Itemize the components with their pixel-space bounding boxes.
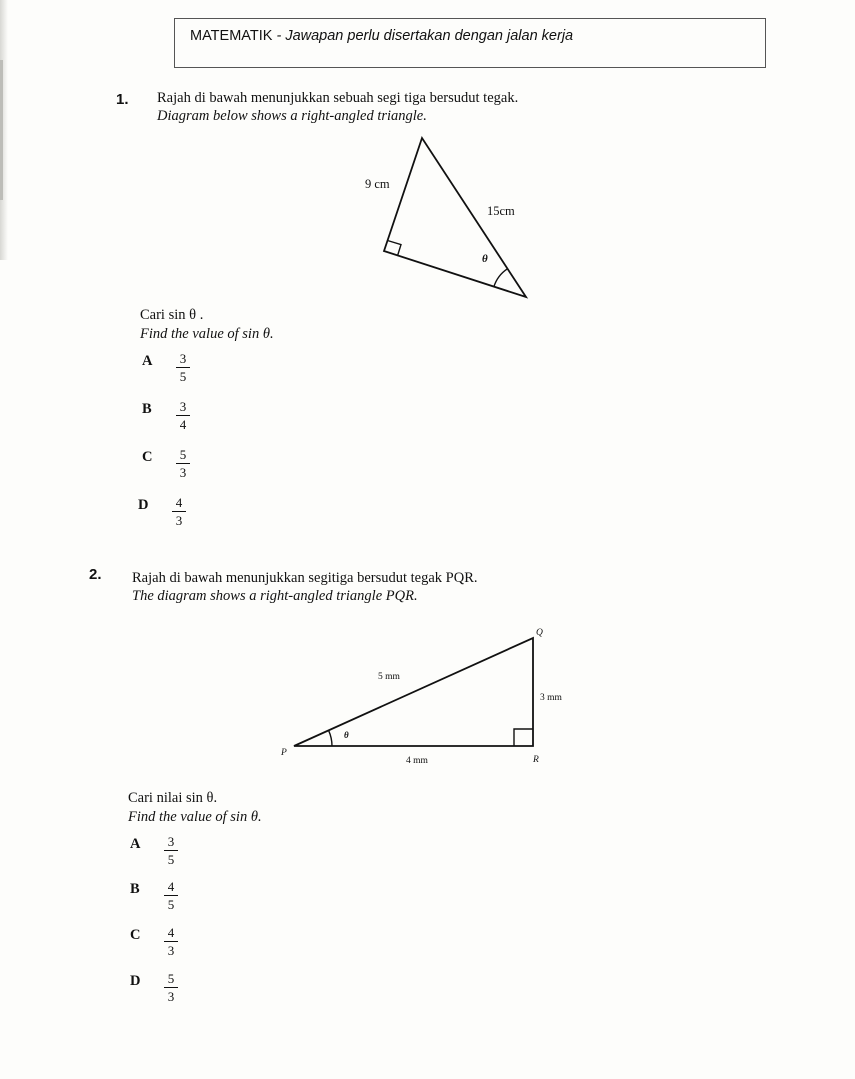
- question-1-prompt-en: Find the value of sin θ.: [140, 326, 274, 342]
- q2-label-vertical: 3 mm: [540, 693, 562, 703]
- question-1-number: 1.: [116, 91, 129, 108]
- option-letter: C: [142, 449, 153, 465]
- question-2-text-en: The diagram shows a right-angled triangle PQR.: [132, 588, 418, 604]
- option-fraction: [164, 971, 178, 1004]
- fraction-numerator: 5: [179, 447, 187, 462]
- q2-right-angle-mark: [514, 729, 533, 746]
- option-letter: B: [130, 881, 140, 897]
- question-1-text-ms: Rajah di bawah menunjukkan sebuah segi tiga bersudut tegak.: [157, 90, 519, 106]
- option-letter: C: [130, 927, 141, 943]
- question-2-text-ms: Rajah di bawah menunjukkan segitiga bersudut tegak PQR.: [132, 570, 478, 586]
- q2-vertex-p: P: [281, 748, 287, 758]
- fraction-numerator: 3: [179, 351, 187, 366]
- fraction-denominator: 3: [167, 989, 175, 1004]
- fraction-denominator: 5: [167, 897, 175, 912]
- option-letter: D: [130, 973, 141, 989]
- fraction-denominator: 5: [179, 369, 187, 384]
- header-subject: MATEMATIK: [190, 28, 273, 44]
- q2-vertex-r: R: [533, 755, 539, 765]
- header-instruction: - Jawapan perlu disertakan dengan jalan kerja: [272, 28, 574, 44]
- q2-label-theta: θ: [344, 730, 349, 740]
- option-fraction: [164, 925, 178, 958]
- fraction-denominator: 3: [167, 943, 175, 958]
- fraction-denominator: 3: [175, 513, 183, 528]
- question-2-prompt-en: Find the value of sin θ.: [128, 809, 262, 825]
- q2-label-horizontal: 4 mm: [406, 756, 428, 766]
- question-2-prompt-ms: Cari nilai sin θ.: [128, 790, 218, 806]
- fraction-denominator: 3: [179, 465, 187, 480]
- option-fraction: [164, 834, 178, 867]
- q2-vertex-q: Q: [536, 628, 543, 638]
- question-1-text-en: Diagram below shows a right-angled triangle.: [157, 108, 427, 124]
- option-letter: A: [130, 836, 141, 852]
- q1-label-hypotenuse: 15cm: [487, 204, 515, 218]
- option-letter: B: [142, 401, 152, 417]
- question-2-prompt: [128, 789, 262, 827]
- fraction-numerator: 3: [179, 399, 187, 414]
- fraction-numerator: 4: [175, 495, 183, 510]
- q2-triangle: [294, 638, 533, 746]
- q2-angle-arc: [329, 730, 332, 746]
- option-letter: A: [142, 353, 153, 369]
- question-2-number: 2.: [89, 566, 102, 583]
- fraction-numerator: 5: [167, 971, 175, 986]
- fraction-numerator: 3: [167, 834, 175, 849]
- q2-label-hypotenuse: 5 mm: [378, 672, 400, 682]
- fraction-numerator: 4: [167, 925, 175, 940]
- option-letter: D: [138, 497, 149, 513]
- question-1-prompt-ms: Cari sin θ .: [140, 307, 204, 323]
- q1-label-vertical: 9 cm: [365, 177, 390, 191]
- fraction-denominator: 4: [179, 417, 187, 432]
- fraction-denominator: 5: [167, 852, 175, 867]
- q1-label-theta: θ: [482, 253, 488, 265]
- fraction-numerator: 4: [167, 879, 175, 894]
- option-fraction: [164, 879, 178, 912]
